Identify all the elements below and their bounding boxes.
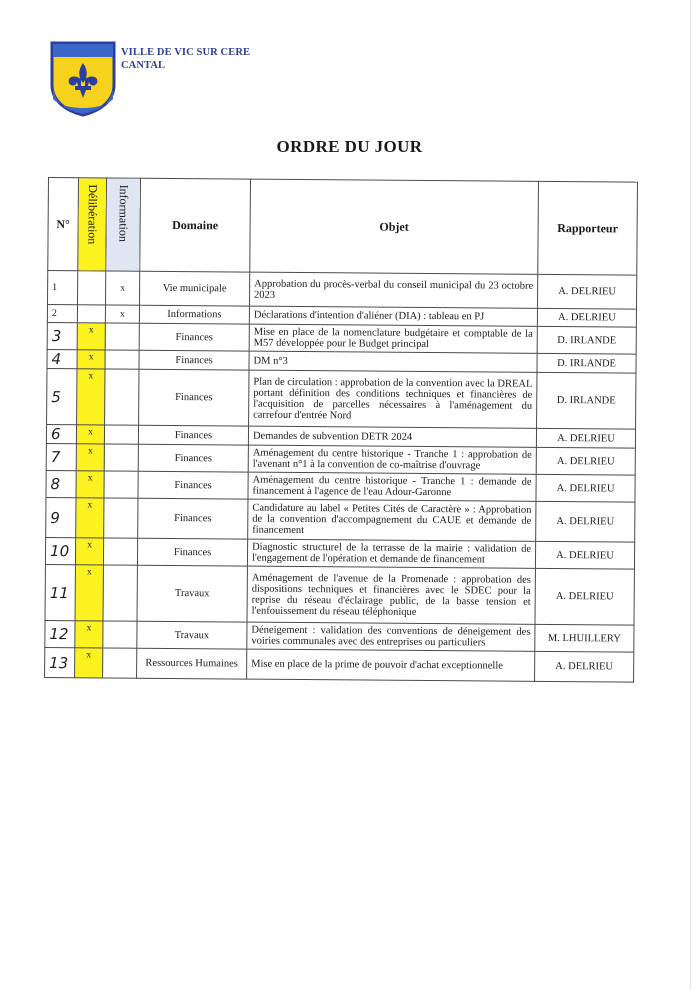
- deliberation-mark: x: [76, 471, 104, 498]
- agenda-table: [44, 177, 638, 683]
- deliberation-mark: x: [77, 350, 105, 369]
- objet-cell: DM n°3: [249, 351, 537, 372]
- information-mark: [105, 323, 139, 350]
- deliberation-mark: x: [77, 323, 105, 350]
- row-number-text: 13: [49, 653, 69, 672]
- row-number: [46, 443, 76, 470]
- objet-cell: Déneigement : validation des conventions de déneigement des voiries communales avec des entreprises ou particuliers: [247, 622, 535, 651]
- deliberation-mark: x: [76, 425, 104, 444]
- row-number: [45, 620, 75, 647]
- rapporteur-cell: D. IRLANDE: [537, 353, 636, 373]
- fleur-de-lis-coat-of-arms-icon: [50, 41, 116, 117]
- row-number: [46, 497, 76, 537]
- row-number: [46, 470, 76, 497]
- row-number-text: 2: [51, 308, 57, 320]
- rapporteur-cell: A. DELRIEU: [536, 501, 635, 542]
- domaine-cell: Finances: [139, 323, 249, 351]
- row-number-text: 12: [49, 625, 69, 644]
- header-deliberation: [78, 178, 107, 271]
- domaine-cell: Finances: [138, 425, 248, 445]
- row-number: [45, 537, 75, 564]
- row-number-text: 10: [49, 542, 70, 561]
- domaine-cell: Travaux: [137, 565, 247, 622]
- domaine-cell: Finances: [139, 350, 249, 370]
- table-row: [45, 564, 634, 625]
- table-row: [45, 647, 634, 682]
- org-line-2: CANTAL: [121, 60, 166, 71]
- deliberation-mark: [77, 271, 105, 305]
- deliberation-mark: x: [75, 621, 103, 648]
- header-domaine: Domaine: [140, 178, 251, 272]
- organization-name: [121, 46, 250, 72]
- information-mark: [105, 350, 139, 369]
- rapporteur-cell: D. IRLANDE: [537, 326, 636, 354]
- table-row: [46, 497, 635, 542]
- objet-cell: Mise en place de la nomenclature budgétaire et comptable de la M57 développée pour le Budget principal: [249, 324, 537, 353]
- page-title: ORDRE DU JOUR: [276, 137, 423, 156]
- information-mark: [104, 471, 138, 498]
- row-number-text: 6: [50, 425, 61, 444]
- table-header-row: [48, 178, 638, 276]
- domaine-cell: Finances: [138, 498, 248, 539]
- domaine-cell: Travaux: [137, 621, 247, 649]
- deliberation-mark: x: [75, 565, 103, 621]
- rapporteur-cell: A. DELRIEU: [536, 447, 635, 475]
- objet-cell: Aménagement de l'avenue de la Promenade : approbation des dispositions techniques et financières avec le SDEC pour la reprise du réseau d'éclairage public, de la basse tension et l'enfouissement du réseau téléphonique: [247, 566, 535, 624]
- row-number-text: 11: [49, 583, 69, 602]
- information-mark: [103, 621, 137, 648]
- deliberation-mark: [77, 305, 105, 323]
- row-number: [47, 322, 77, 349]
- row-number-text: 7: [50, 448, 61, 467]
- objet-cell: Demandes de subvention DETR 2024: [248, 426, 536, 447]
- row-number: [47, 368, 77, 424]
- header-information: [106, 178, 141, 271]
- rapporteur-cell: A. DELRIEU: [537, 308, 636, 327]
- rapporteur-cell: D. IRLANDE: [537, 372, 636, 429]
- domaine-cell: Finances: [138, 444, 248, 472]
- org-line-1: VILLE DE VIC SUR CERE: [121, 47, 251, 58]
- rapporteur-cell: A. DELRIEU: [536, 474, 635, 502]
- rapporteur-cell: A. DELRIEU: [535, 541, 634, 569]
- domaine-cell: Finances: [137, 538, 247, 566]
- row-number: [45, 564, 75, 620]
- domaine-cell: Ressources Humaines: [137, 648, 247, 679]
- row-number-text: 5: [51, 387, 61, 406]
- deliberation-mark: x: [76, 444, 104, 471]
- information-mark: [104, 425, 138, 444]
- header-num: N°: [48, 178, 79, 271]
- rapporteur-cell: A. DELRIEU: [535, 568, 634, 625]
- domaine-cell: Finances: [139, 369, 249, 426]
- objet-cell: Approbation du procès-verbal du conseil municipal du 23 octobre 2023: [249, 272, 537, 308]
- row-number-text: 8: [50, 475, 61, 494]
- information-mark: x: [105, 305, 139, 323]
- row-number: [46, 424, 76, 443]
- objet-cell: Diagnostic structurel de la terrasse de la mairie : validation de l'engagement de l'opération et demande de financement: [247, 539, 535, 568]
- domaine-cell: Finances: [138, 471, 248, 499]
- deliberation-mark: x: [77, 369, 105, 425]
- rapporteur-cell: M. LHUILLERY: [535, 624, 634, 652]
- header-information-label: Information: [116, 184, 131, 242]
- deliberation-mark: x: [75, 538, 103, 565]
- information-mark: [103, 648, 137, 678]
- row-number-text: 4: [51, 350, 62, 369]
- row-number: [47, 271, 77, 305]
- objet-cell: Mise en place de la prime de pouvoir d'achat exceptionnelle: [247, 649, 535, 681]
- row-number: [47, 349, 77, 368]
- deliberation-mark: x: [75, 648, 103, 678]
- header-deliberation-label: Délibération: [85, 184, 100, 245]
- row-number-text: 9: [50, 508, 60, 527]
- row-number: [45, 647, 75, 677]
- information-mark: [104, 444, 138, 471]
- information-mark: [105, 369, 139, 425]
- deliberation-mark: x: [76, 498, 104, 538]
- information-mark: x: [105, 271, 139, 305]
- information-mark: [103, 565, 137, 621]
- objet-cell: Candidature au label « Petites Cités de Caractère » : Approbation de la convention d'accompagnement du CAUE et demande de financement: [248, 499, 536, 541]
- domaine-cell: Informations: [139, 305, 249, 324]
- header-objet: Objet: [250, 179, 539, 274]
- rapporteur-cell: A. DELRIEU: [535, 651, 634, 682]
- domaine-cell: Vie municipale: [139, 271, 249, 306]
- row-number-text: 1: [52, 282, 58, 294]
- objet-cell: Aménagement du centre historique - Tranche 1 : approbation de l'avenant n°1 à la convention de co-maîtrise d'ouvrage: [248, 445, 536, 474]
- objet-cell: Plan de circulation : approbation de la convention avec la DREAL portant définition des conditions techniques et financières de l'acquisition de parcelles nécessaires à l'aménagement du carrefour d'entrée Nord: [249, 370, 537, 428]
- header-rapporteur: Rapporteur: [538, 181, 638, 275]
- table-row: [47, 271, 636, 310]
- table-row: [47, 368, 636, 429]
- objet-cell: Déclarations d'intention d'aliéner (DIA) : tableau en PJ: [249, 306, 537, 326]
- information-mark: [103, 538, 137, 565]
- objet-cell: Aménagement du centre historique - Tranche 1 : demande de financement à l'agence de l'eau Adour-Garonne: [248, 472, 536, 501]
- row-number-text: 3: [51, 327, 62, 346]
- row-number: [47, 305, 77, 323]
- rapporteur-cell: A. DELRIEU: [536, 428, 635, 448]
- rapporteur-cell: A. DELRIEU: [537, 274, 636, 309]
- information-mark: [104, 498, 138, 538]
